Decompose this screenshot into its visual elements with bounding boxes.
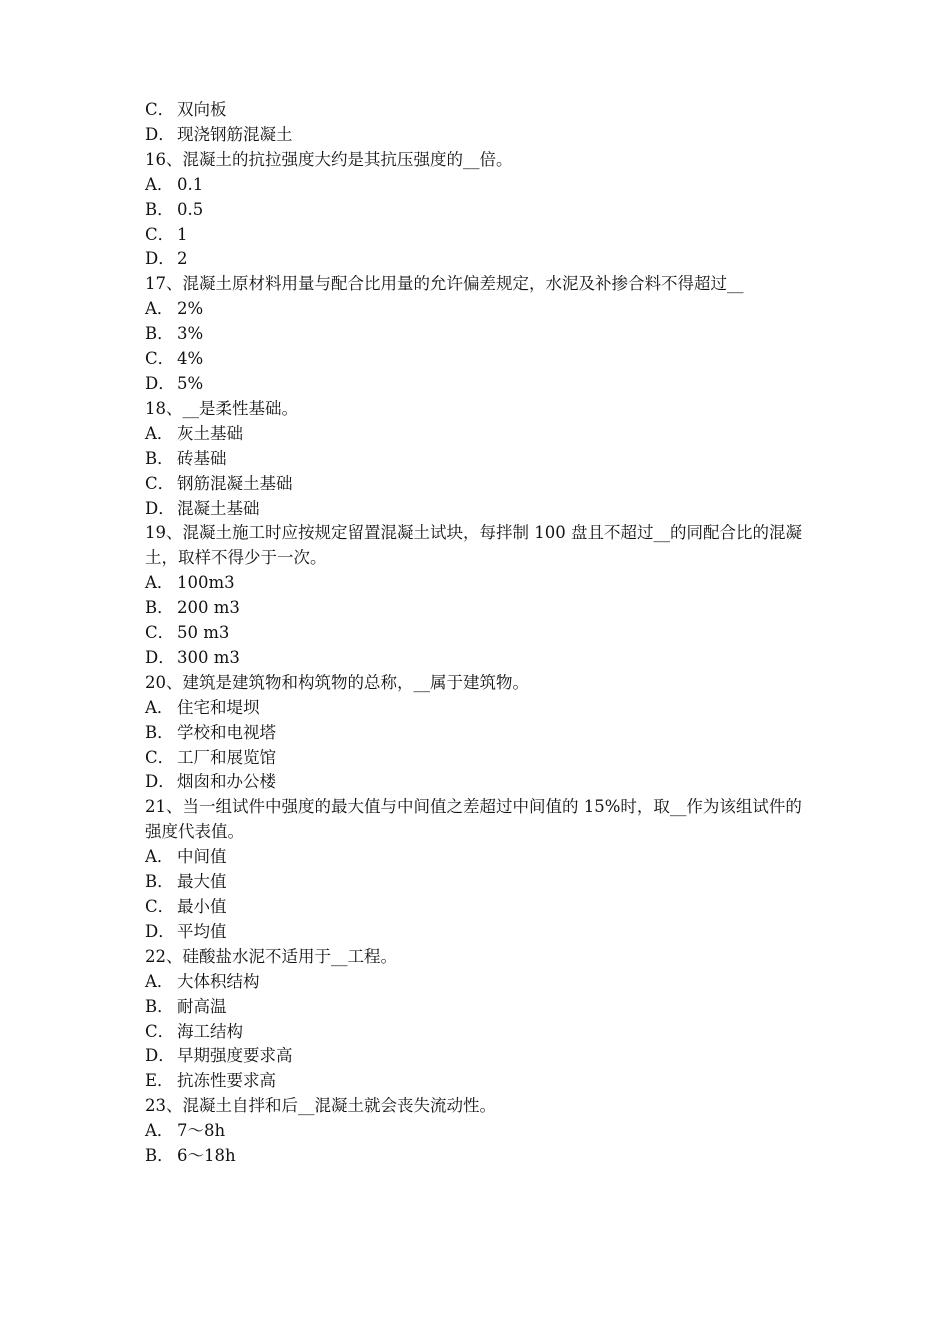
option-text: 4% [177,349,204,369]
option-text: 100m3 [177,573,235,593]
option-label: A． [145,847,174,867]
option-label: C． [145,747,175,767]
answer-option [145,1044,810,1069]
question-list [145,98,810,1169]
answer-option [145,297,810,322]
option-text: 学校和电视塔 [177,722,276,742]
option-text: 钢筋混凝土基础 [177,473,293,493]
option-label: E． [145,1071,174,1091]
option-text: 7～8h [177,1121,226,1141]
option-text: 1 [177,224,188,244]
question-text: 20、建筑是建筑物和构筑物的总称，__属于建筑物。 [145,672,529,692]
answer-option [145,646,810,671]
option-label: A． [145,1121,174,1141]
option-label: B． [145,872,174,892]
answer-option [145,696,810,721]
question-text: 21、当一组试件中强度的最大值与中间值之差超过中间值的 15%时，取__作为该组试件的强度代表值。 [145,797,802,842]
option-label: C． [145,623,175,643]
option-label: C． [145,1021,175,1041]
answer-option [145,995,810,1020]
option-text: 0.1 [177,174,204,194]
answer-option [145,895,810,920]
option-text: 现浇钢筋混凝土 [177,124,293,144]
option-label: A． [145,423,174,443]
answer-option [145,98,810,123]
option-label: A． [145,299,174,319]
answer-option [145,870,810,895]
option-label: A． [145,697,174,717]
option-label: D． [145,921,175,941]
option-text: 最小值 [177,897,227,916]
answer-option [145,721,810,746]
option-label: C． [145,100,175,119]
option-text: 烟囱和办公楼 [177,772,276,792]
answer-option [145,472,810,497]
answer-option [145,198,810,223]
option-text: 平均值 [177,921,227,941]
answer-option [145,173,810,198]
answer-option [145,422,810,447]
option-label: D． [145,647,175,667]
option-text: 灰土基础 [177,423,243,443]
question-text: 18、__是柔性基础。 [145,398,298,418]
option-text: 200 m3 [177,598,240,618]
option-label: C． [145,897,175,916]
option-label: D． [145,124,175,144]
question-text: 23、混凝土自拌和后__混凝土就会丧失流动性。 [145,1096,496,1116]
answer-option [145,596,810,621]
option-text: 大体积结构 [177,971,260,991]
question-text: 19、混凝土施工时应按规定留置混凝土试块，每拌制 100 盘且不超过__的同配合比的混凝土，取样不得少于一次。 [145,523,802,568]
answer-option [145,770,810,795]
option-text: 0.5 [177,199,204,219]
answer-option [145,1020,810,1045]
option-label: B． [145,199,174,219]
answer-option [145,1119,810,1144]
option-label: B． [145,448,174,468]
option-label: C． [145,473,175,493]
answer-option [145,447,810,472]
option-label: C． [145,349,175,369]
option-label: C． [145,224,175,244]
option-text: 5% [177,373,204,393]
answer-option [145,347,810,372]
option-text: 耐高温 [177,996,227,1016]
option-text: 中间值 [177,847,227,867]
option-label: D． [145,772,175,792]
answer-option [145,571,810,596]
answer-option [145,223,810,248]
option-text: 2% [177,299,204,319]
option-label: B． [145,722,174,742]
option-text: 住宅和堤坝 [177,697,260,717]
option-text: 砖基础 [177,448,227,468]
option-label: A． [145,573,174,593]
option-label: B． [145,1146,174,1166]
answer-option [145,322,810,347]
answer-option [145,920,810,945]
option-text: 混凝土基础 [177,498,260,518]
question-text: 17、混凝土原材料用量与配合比用量的允许偏差规定，水泥及补掺合料不得超过__ [145,274,744,294]
question-text: 22、硅酸盐水泥不适用于__工程。 [145,946,397,966]
option-label: D． [145,498,175,518]
option-text: 最大值 [177,872,227,892]
answer-option [145,372,810,397]
answer-option [145,497,810,522]
option-text: 双向板 [177,100,227,119]
option-text: 早期强度要求高 [177,1046,293,1066]
option-label: B． [145,324,174,344]
option-label: D． [145,249,175,269]
answer-option [145,845,810,870]
option-text: 50 m3 [177,623,230,643]
option-text: 6～18h [177,1146,236,1166]
option-label: D． [145,1046,175,1066]
option-text: 海工结构 [177,1021,243,1041]
answer-option [145,1069,810,1094]
option-label: A． [145,174,174,194]
option-label: A． [145,971,174,991]
option-text: 工厂和展览馆 [177,747,276,767]
answer-option [145,746,810,771]
option-label: B． [145,996,174,1016]
option-text: 2 [177,249,188,269]
question-text: 16、混凝土的抗拉强度大约是其抗压强度的__倍。 [145,149,513,169]
option-text: 300 m3 [177,647,240,667]
answer-option [145,123,810,148]
answer-option [145,247,810,272]
option-label: D． [145,373,175,393]
answer-option [145,970,810,995]
answer-option [145,621,810,646]
option-text: 3% [177,324,204,344]
option-text: 抗冻性要求高 [177,1071,276,1091]
answer-option [145,1144,810,1169]
option-label: B． [145,598,174,618]
